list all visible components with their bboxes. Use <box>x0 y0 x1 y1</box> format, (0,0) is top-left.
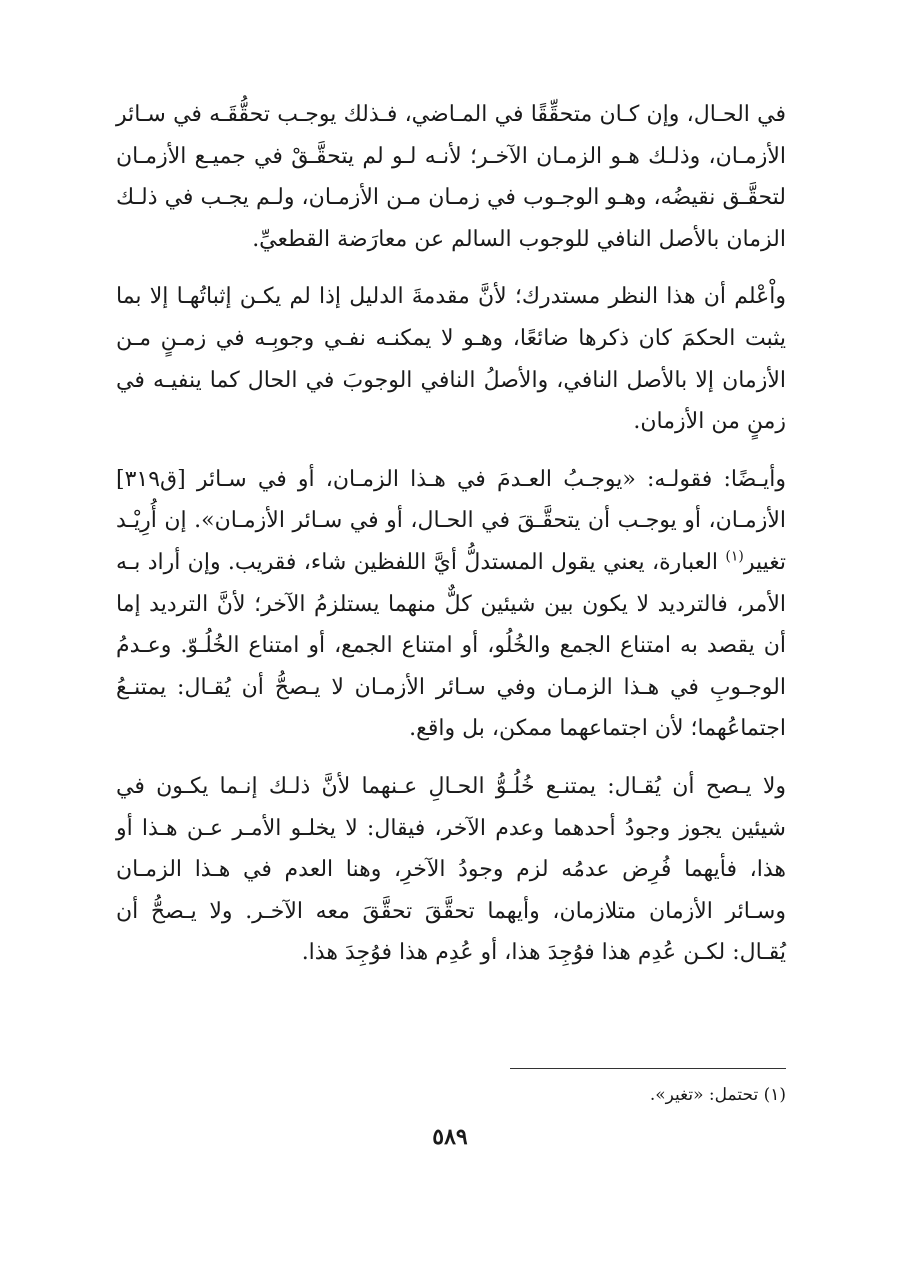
footnote-separator <box>510 1068 786 1069</box>
paragraph-2-text: واْعْلم أن هذا النظر مستدرك؛ لأنَّ مقدمةَ الدليل إذا لم يكـن إثباتُهـا إلا بما يثبت الحكمَ كان ذكرها ضائعًا، وهـو لا يمكنـه نفـي وجوبِـه في زمـنٍ مـن الأزمان إلا بالأصل النافي، والأصلُ النافي الوجوبَ في الحال كما ينفيـه في زمنٍ من الأزمان. <box>116 284 786 435</box>
paragraph-4 <box>116 766 786 974</box>
paragraph-3-text-a: وأيـضًا: فقولـه: «يوجـبُ العـدمَ في هـذا الزمـان، أو في سـائر [ق٣١٩] الأزمـان، أو يوجـب أن يتحقَّـقَ في الحـال، أو في سـائر الأزمـان». إن أُرِيْـد تغيير <box>116 466 786 575</box>
footnote-reference[interactable]: (١) <box>725 548 744 565</box>
page-number: ٥٨٩ <box>432 1124 468 1150</box>
paragraph-1 <box>116 94 786 260</box>
paragraph-3-text-b: العبارة، يعني يقول المستدلُّ أيَّ اللفظين شاء، فقريب. وإن أراد بـه الأمر، فالترديد لا يكون بين شيئين كلٌّ منهما يستلزمُ الآخر؛ لأنَّ الترديد إما أن يقصد به امتناع الجمع والخُلُو، أو امتناع الجمع، أو امتناع الخُلُـوّ. وعـدمُ الوجـوبِ في هـذا الزمـان وفي سـائر الأزمـان لا يـصحُّ أن يُقـال: يمتنـعُ اجتماعُهما؛ لأن اجتماعهما ممكن، بل واقع. <box>116 549 786 742</box>
paragraph-4-text: ولا يـصح أن يُقـال: يمتنـع خُلُـوُّ الحـالِ عـنهما لأنَّ ذلـك إنـما يكـون في شيئين يجوز وجودُ أحدهما وعدم الآخر، فيقال: لا يخلـو الأمـر عـن هـذا أو هذا، فأيهما فُرِض عدمُه لزم وجودُ الآخرِ، وهنا العدم في هـذا الزمـان وسـائر الأزمان متلازمان، وأيهما تحقَّقَ تحقَّقَ معه الآخـر. ولا يـصحُّ أن يُقـال: لكـن عُدِم هذا فوُجِدَ هذا، أو عُدِم هذا فوُجِدَ هذا. <box>116 773 786 966</box>
main-text <box>116 94 786 990</box>
paragraph-1-text: في الحـال، وإن كـان متحقِّقًا في المـاضي، فـذلك يوجـب تحقُّقَـه في سـائر الأزمـان، وذلـك هـو الزمـان الآخـر؛ لأنـه لـو لم يتحقَّـقْ في جميـع الأزمـان لتحقَّـق نقيضُه، وهـو الوجـوب في زمـان مـن الأزمـان، ولـم يجـب في ذلـك الزمان بالأصل النافي للوجوب السالم عن معارَضة القطعيِّ. <box>116 102 786 252</box>
paragraph-3 <box>116 459 786 750</box>
footnote: (١) تحتمل: «تغير». <box>649 1085 786 1105</box>
paragraph-2 <box>116 276 786 442</box>
